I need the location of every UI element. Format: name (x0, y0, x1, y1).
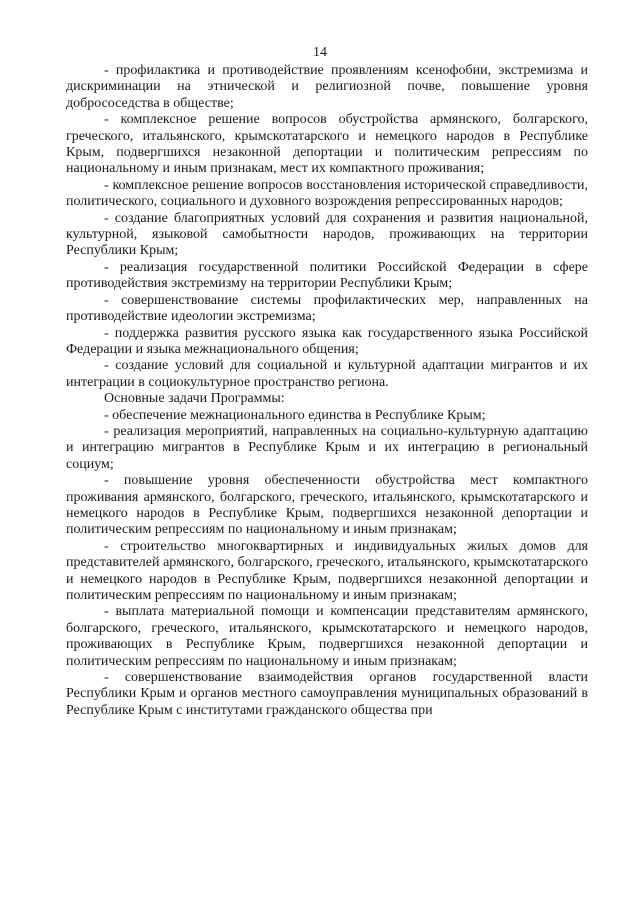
paragraph-historical-justice: - комплексное решение вопросов восстановления исторической справедливости, политического, социального и духовного возрождения репрессированных народов; (66, 177, 588, 210)
paragraph-russian-language: - поддержка развития русского языка как государственного языка Российской Федерации и языка межнационального общения; (66, 325, 588, 357)
paragraph-prevention-xenophobia: - профилактика и противодействие проявлениям ксенофобии, экстремизма и дискриминации на этнической и религиозной почве, повышение уровня добрососедства в обществе; (66, 63, 588, 111)
paragraph-comprehensive-arrangement: - комплексное решение вопросов обустройства армянского, болгарского, греческого, итальянского, крымскотатарского и немецкого народов в Республике Крым, подвергшихся незаконной депортации и политическим репрессиям по национальному и иным признакам, мест их компактного проживания; (66, 112, 588, 177)
paragraph-migrant-integration: - реализация мероприятий, направленных на социально-культурную адаптацию и интеграцию мигрантов в Республике Крым и их интеграцию в региональный социум; (66, 423, 588, 472)
paragraph-favorable-conditions: - создание благоприятных условий для сохранения и развития национальной, культурной, языковой самобытности народов, проживающих на территории Республики Крым; (66, 210, 588, 259)
paragraph-prevention-measures: - совершенствование системы профилактических мер, направленных на противодействие идеологии экстремизма; (66, 292, 588, 325)
paragraph-interaction-improvement: - совершенствование взаимодействия органов государственной власти Республики Крым и органов местного самоуправления муниципальных образований в Республике Крым с институтами гражданского общества при (66, 670, 588, 718)
section-heading-main-tasks: Основные задачи Программы: (104, 391, 285, 407)
paragraph-housing-construction: - строительство многоквартирных и индивидуальных жилых домов для представителей армянского, болгарского, греческого, итальянского, крымскотатарского и немецкого народов в Республике Крым, подвергшихся незаконной депортации и политическим репрессиям по национальному и иным признакам; (66, 538, 588, 603)
paragraph-migrant-adaptation: - создание условий для социальной и культурной адаптации мигрантов и их интеграции в социокультурное пространство региона. (66, 358, 588, 390)
document-body (66, 63, 588, 719)
paragraph-material-assistance: - выплата материальной помощи и компенсации представителям армянского, болгарского, греческого, итальянского, крымскотатарского и немецкого народов, проживающих в Республике Крым, подвергшихся незаконной депортации и политическим репрессиям по национальному и иным признакам; (66, 604, 588, 669)
paragraph-housing-provision: - повышение уровня обеспеченности обустройства мест компактного проживания армянского, болгарского, греческого, итальянского, крымскотатарского и немецкого народов в Республике Крым, подвергшихся незаконной депортации и политическим репрессиям по национальному и иным признакам; (66, 473, 588, 538)
page-number: 14 (313, 45, 327, 60)
paragraph-state-policy-extremism: - реализация государственной политики Российской Федерации в сфере противодействия экстремизму на территории Республики Крым; (66, 259, 588, 292)
paragraph-interethnic-unity: - обеспечение межнационального единства в Республике Крым; (104, 407, 486, 423)
